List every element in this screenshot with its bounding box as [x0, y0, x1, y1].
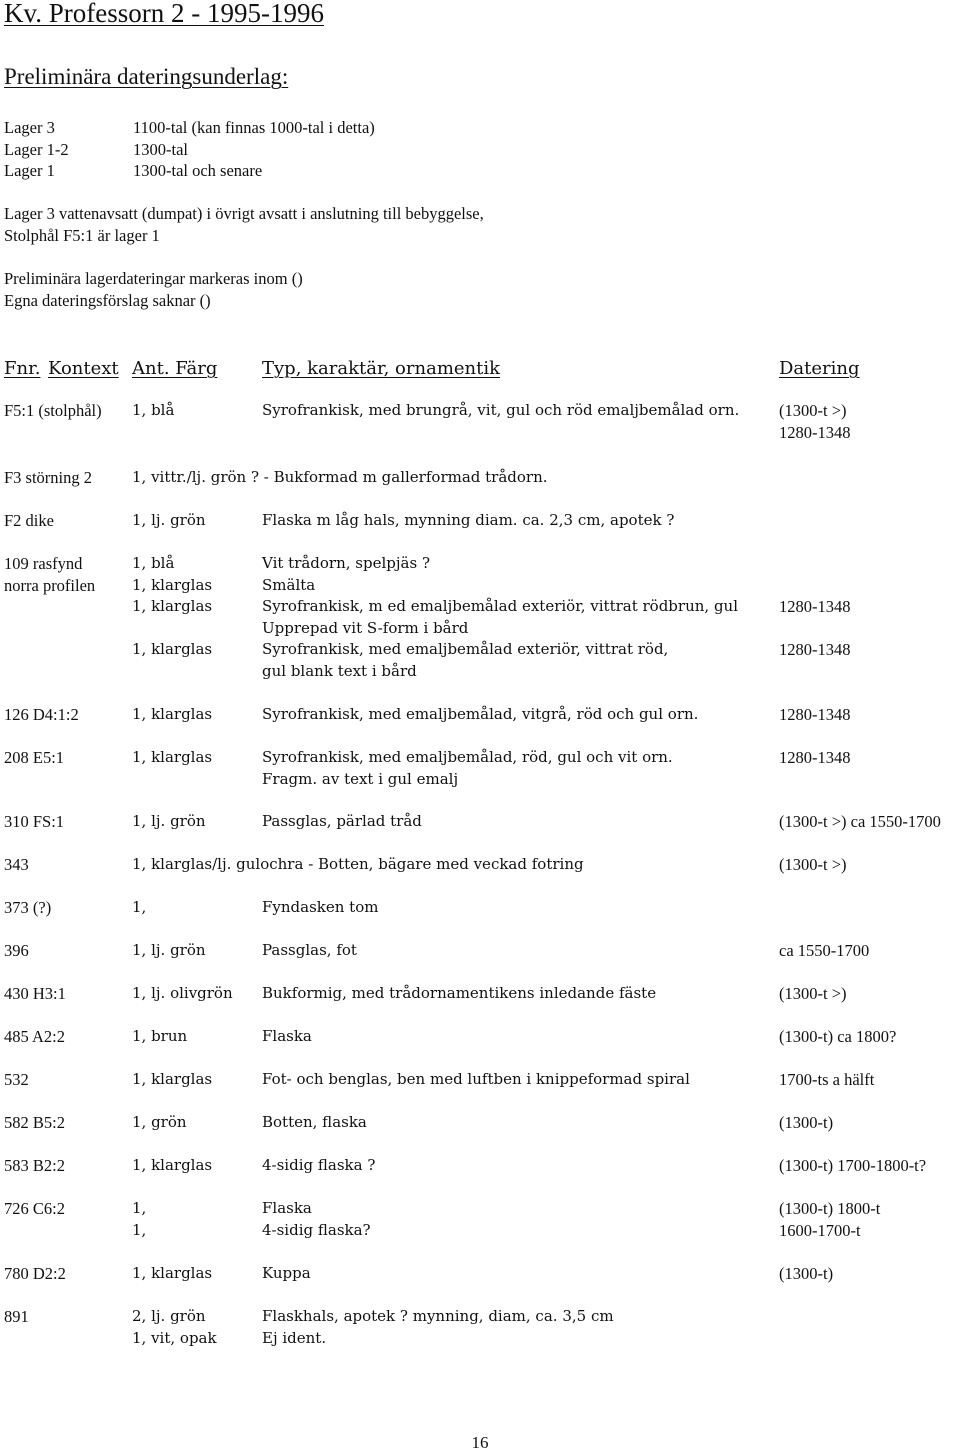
cell-fnr: 726 C6:2: [4, 1199, 65, 1218]
cell-typ: Passglas, fot: [262, 941, 357, 959]
cell-datering: 1280-1348: [779, 422, 851, 442]
cell-fnr: 396: [4, 941, 29, 960]
table-row: [0, 811, 960, 833]
table-row: [0, 897, 960, 919]
cell-fnr: 532: [4, 1070, 29, 1089]
cell-datering: (1300-t >): [779, 855, 847, 874]
cell-typ: Ej ident.: [262, 1328, 327, 1347]
cell-ant-farg: 1, lj. olivgrön: [132, 984, 233, 1002]
table-row-line: [0, 1112, 960, 1134]
cell-typ: gul blank text i bård: [262, 661, 417, 680]
header-ant-farg: Ant. Färg: [132, 358, 218, 379]
cell-typ: Syrofrankisk, med emaljbemålad exteriör, vittrat röd,: [262, 640, 669, 658]
page-number: 16: [471, 1433, 489, 1452]
cell-fnr: 373 (?): [4, 898, 52, 917]
note-line: Lager 3 vattenavsatt (dumpat) i övrigt avsatt i anslutning till bebyggelse,: [4, 204, 484, 223]
cell-datering: (1300-t): [779, 1264, 834, 1283]
cell-datering: (1300-t) 1700-1800-t?: [779, 1156, 927, 1175]
table-row-line: [0, 1306, 960, 1328]
cell-ant-farg: 1, klarglas: [132, 748, 213, 766]
table-row: [0, 1155, 960, 1177]
header-fnr: Fnr.: [4, 358, 41, 379]
table-row-line: [0, 422, 960, 444]
cell-typ: Flaskhals, apotek ? mynning, diam, ca. 3,5 cm: [262, 1307, 614, 1325]
cell-typ: Fragm. av text i gul emalj: [262, 769, 459, 788]
cell-datering: (1300-t >): [779, 401, 847, 420]
table-row-line: [0, 553, 960, 575]
table-row: [0, 1263, 960, 1285]
cell-typ: Syrofrankisk, med brungrå, vit, gul och röd emaljbemålad orn.: [262, 401, 740, 419]
header-datering: Datering: [779, 358, 860, 379]
table-row: [0, 854, 960, 876]
cell-fnr: 310 FS:1: [4, 812, 65, 831]
cell-datering: 1700-ts a hälft: [779, 1070, 875, 1089]
table-row: [0, 1198, 960, 1241]
cell-typ: Fot- och benglas, ben med luftben i knippeformad spiral: [262, 1070, 690, 1088]
cell-ant-farg: 1, lj. grön: [132, 941, 206, 959]
table-row-line: [0, 467, 960, 489]
cell-typ: Flaska: [262, 1199, 312, 1217]
table-row-line: [0, 575, 960, 597]
table-row-line: [0, 639, 960, 661]
cell-ant-farg: 1, klarglas: [132, 597, 213, 615]
cell-fnr: 582 B5:2: [4, 1113, 65, 1132]
table-row-line: [0, 811, 960, 833]
layer-name: Lager 1: [4, 161, 55, 180]
cell-ant-farg: 1, klarglas: [132, 640, 213, 658]
page-title: Kv. Professorn 2 - 1995-1996: [4, 0, 324, 28]
cell-ant-farg: 1, lj. grön: [132, 511, 206, 529]
table-row-line: [0, 1069, 960, 1091]
cell-datering: (1300-t) ca 1800?: [779, 1027, 897, 1046]
cell-datering: 1280-1348: [779, 705, 851, 724]
cell-datering: ca 1550-1700: [779, 941, 870, 960]
cell-fnr: 891: [4, 1307, 29, 1326]
note-line: Stolphål F5:1 är lager 1: [4, 225, 160, 245]
table-row-line: [0, 769, 960, 791]
table-row: [0, 1306, 960, 1349]
cell-typ: Flaska m låg hals, mynning diam. ca. 2,3 cm, apotek ?: [262, 511, 675, 529]
table-row-line: [0, 983, 960, 1005]
cell-fnr: 208 E5:1: [4, 748, 65, 767]
cell-fnr: F3 störning 2: [4, 468, 93, 487]
cell-ant-farg: 1, klarglas: [132, 1070, 213, 1088]
cell-ant-farg: 1,: [132, 1199, 147, 1217]
cell-ant-farg: 1, grön: [132, 1113, 187, 1131]
table-row-line: [0, 897, 960, 919]
layer-row: [4, 117, 604, 139]
cell-datering: (1300-t >) ca 1550-1700: [779, 812, 941, 831]
cell-typ: Vit trådorn, spelpjäs ?: [262, 554, 430, 572]
table-row-line: [0, 1198, 960, 1220]
header-typ: Typ, karaktär, ornamentik: [262, 358, 501, 379]
layer-date: 1100-tal (kan finnas 1000-tal i detta): [133, 118, 375, 137]
layer-dating-list: [4, 117, 604, 182]
table-row-line: [0, 400, 960, 422]
table-row: [0, 510, 960, 532]
cell-datering: (1300-t): [779, 1113, 834, 1132]
note-line: Egna dateringsförslag saknar (): [4, 290, 211, 310]
cell-fnr: 485 A2:2: [4, 1027, 65, 1046]
layer-name: Lager 1-2: [4, 139, 69, 159]
table-row-line: [0, 1328, 960, 1350]
table-row-line: [0, 596, 960, 618]
header-kontext: Kontext: [48, 358, 119, 379]
table-row: [0, 1112, 960, 1134]
cell-typ: Fyndasken tom: [262, 898, 379, 916]
cell-datering: 1280-1348: [779, 748, 851, 767]
cell-typ: Syrofrankisk, m ed emaljbemålad exteriör, vittrat rödbrun, gul: [262, 597, 739, 615]
table-header: [0, 356, 960, 382]
table-row: [0, 467, 960, 489]
cell-fnr: 343: [4, 855, 29, 874]
cell-ant-farg: 1, blå: [132, 554, 175, 572]
section-subtitle: Preliminära dateringsunderlag:: [4, 64, 289, 89]
layer-date: 1300-tal och senare: [133, 161, 263, 180]
table-row: [0, 553, 960, 682]
note-line: Preliminära lagerdateringar markeras inom (): [4, 269, 303, 288]
cell-ant-farg: 1, klarglas: [132, 705, 213, 723]
table-row: [0, 400, 960, 443]
notes-dating-legend: [4, 268, 904, 311]
cell-fnr: F5:1 (stolphål): [4, 401, 102, 420]
table-row-line: [0, 510, 960, 532]
table-row-line: [0, 1155, 960, 1177]
cell-ant-farg: 1, brun: [132, 1027, 188, 1045]
cell-ant-farg: 1, klarglas: [132, 575, 213, 594]
cell-fnr: 430 H3:1: [4, 984, 66, 1003]
cell-fnr: norra profilen: [4, 575, 96, 595]
table-row-line: [0, 747, 960, 769]
table-row-line: [0, 1220, 960, 1242]
notes-layer-deposition: [4, 203, 904, 246]
cell-datering: 1600-1700-t: [779, 1220, 861, 1240]
table-row-line: [0, 1263, 960, 1285]
cell-ant-farg: 1, vit, opak: [132, 1328, 217, 1347]
cell-ant-farg: 2, lj. grön: [132, 1307, 206, 1325]
cell-fnr: 126 D4:1:2: [4, 705, 79, 724]
cell-typ: Passglas, pärlad tråd: [262, 812, 422, 830]
table-row: [0, 704, 960, 726]
cell-typ: Syrofrankisk, med emaljbemålad, röd, gul och vit orn.: [262, 748, 673, 766]
cell-typ: Upprepad vit S-form i bård: [262, 618, 469, 637]
layer-name: Lager 3: [4, 118, 55, 137]
cell-fnr: 583 B2:2: [4, 1156, 65, 1175]
cell-typ: Kuppa: [262, 1264, 311, 1282]
table-row-line: [0, 618, 960, 640]
cell-ant-farg: 1, klarglas/lj. gulochra - Botten, bägare med veckad fotring: [132, 855, 584, 873]
cell-datering: 1280-1348: [779, 640, 851, 659]
table-row-line: [0, 704, 960, 726]
cell-ant-farg: 1, klarglas: [132, 1264, 213, 1282]
cell-ant-farg: 1,: [132, 898, 147, 916]
layer-date: 1300-tal: [133, 139, 188, 159]
cell-fnr: F2 dike: [4, 511, 54, 530]
cell-ant-farg: 1, blå: [132, 401, 175, 419]
cell-ant-farg: 1, vittr./lj. grön ? - Bukformad m gallerformad trådorn.: [132, 468, 548, 486]
table-row-line: [0, 854, 960, 876]
table-row: [0, 747, 960, 790]
table-row-line: [0, 661, 960, 683]
cell-ant-farg: 1, klarglas: [132, 1156, 213, 1174]
cell-fnr: 780 D2:2: [4, 1264, 66, 1283]
table-row-line: [0, 1026, 960, 1048]
table-row: [0, 1026, 960, 1048]
cell-typ: Syrofrankisk, med emaljbemålad, vitgrå, röd och gul orn.: [262, 705, 699, 723]
cell-ant-farg: 1,: [132, 1220, 147, 1239]
layer-row: [4, 139, 604, 161]
table-row: [0, 1069, 960, 1091]
cell-typ: 4-sidig flaska?: [262, 1220, 371, 1239]
cell-typ: 4-sidig flaska ?: [262, 1156, 376, 1174]
cell-fnr: 109 rasfynd: [4, 554, 83, 573]
cell-ant-farg: 1, lj. grön: [132, 812, 206, 830]
layer-row: [4, 160, 604, 182]
cell-typ: Smälta: [262, 575, 316, 594]
cell-typ: Bukformig, med trådornamentikens inledande fäste: [262, 984, 657, 1002]
table-row-line: [0, 940, 960, 962]
table-row: [0, 940, 960, 962]
cell-datering: (1300-t >): [779, 984, 847, 1003]
table-row: [0, 983, 960, 1005]
cell-typ: Botten, flaska: [262, 1113, 367, 1131]
cell-datering: 1280-1348: [779, 597, 851, 616]
cell-typ: Flaska: [262, 1027, 312, 1045]
cell-datering: (1300-t) 1800-t: [779, 1199, 881, 1218]
